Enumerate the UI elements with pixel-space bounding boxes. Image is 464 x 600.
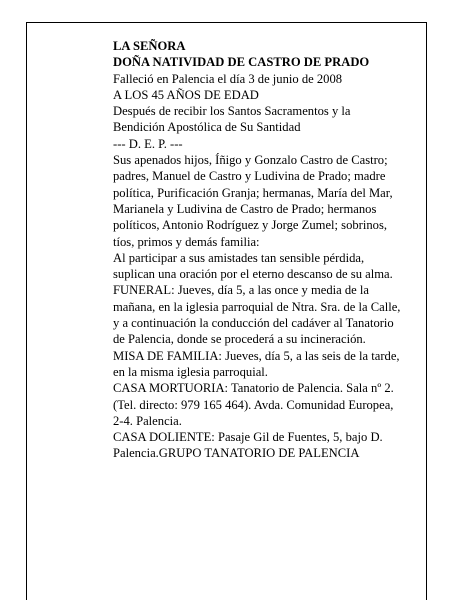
sacraments-text: Después de recibir los Santos Sacramentos y la Bendición Apostólica de Su Santidad — [113, 104, 351, 135]
funeral-text: FUNERAL: Jueves, día 5, a las once y media de la mañana, en la iglesia parroquial de Ntra. Sra. de la Calle, y a continuación la conducción del cadáver al Tanatorio de Palencia, donde se procederá a su incineración. — [113, 283, 401, 347]
family-text: Sus apenados hijos, Íñigo y Gonzalo Castro de Castro; padres, Manuel de Castro y Ludivina de Prado; madre política, Purificación Granja; hermanas, María del Mar, Marianela y Ludivina de Castro de Prado; hermanos políticos, Antonio Rodríguez y Jorge Zumel; sobrinos, tíos, primos y demás familia: — [113, 153, 393, 249]
family-mass-text: MISA DE FAMILIA: Jueves, día 5, a las seis de la tarde, en la misma iglesia parroquial. — [113, 348, 400, 379]
obituary-notice — [113, 38, 403, 462]
mortuary-text: CASA MORTUORIA: Tanatorio de Palencia. Sala nº 2. (Tel. directo: 979 165 464). Avda. Comunidad Europea, 2-4. Palencia. — [113, 381, 394, 428]
deceased-name: DOÑA NATIVIDAD DE CASTRO DE PRADO — [113, 55, 370, 70]
death-date: Falleció en Palencia el día 3 de junio de 2008 — [113, 71, 343, 86]
age: A LOS 45 AÑOS DE EDAD — [113, 87, 259, 102]
mourning-house-text: CASA DOLIENTE: Pasaje Gil de Fuentes, 5, bajo D. Palencia.GRUPO TANATORIO DE PALENCIA — [113, 430, 383, 461]
honorific: LA SEÑORA — [113, 39, 186, 53]
dep-text: --- D. E. P. --- — [113, 136, 183, 151]
request-text: Al participar a sus amistades tan sensible pérdida, suplican una oración por el eterno descanso de su alma. — [113, 250, 393, 282]
